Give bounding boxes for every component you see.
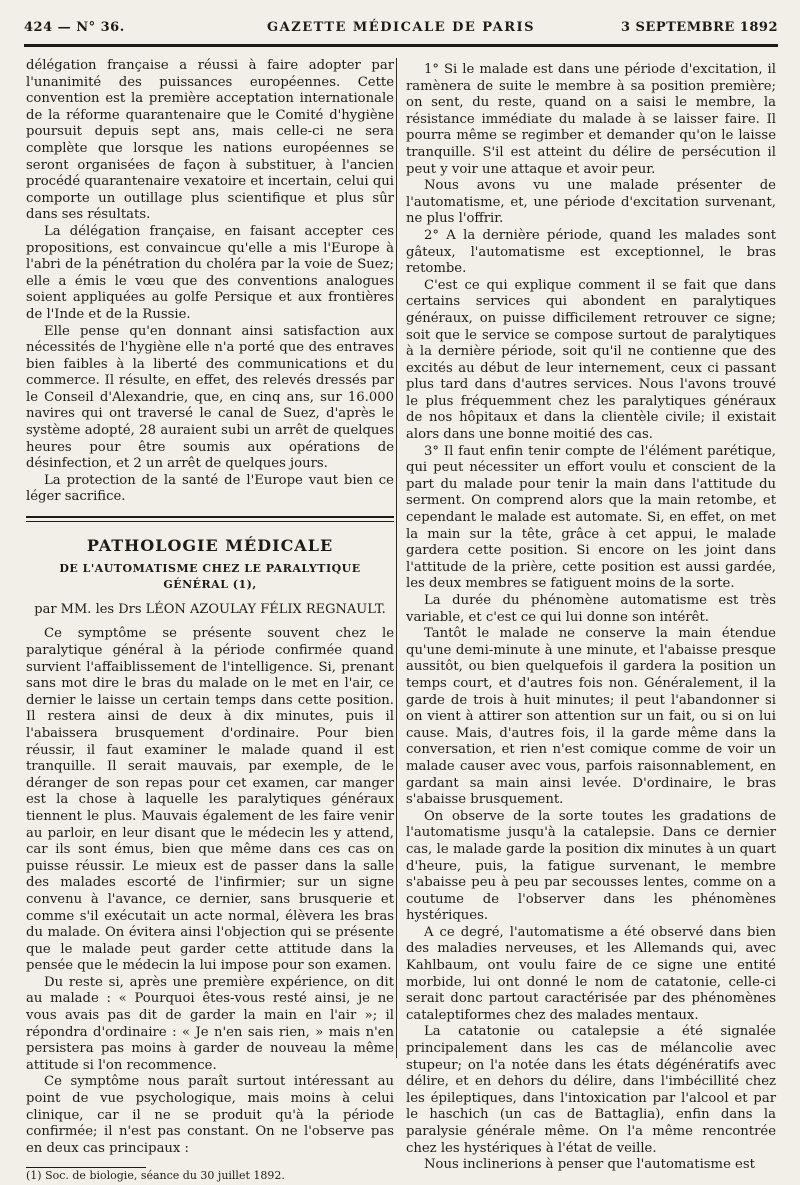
footnote: (1) Soc. de biologie, séance du 30 juillet 1892.	[26, 1169, 285, 1183]
paragraph: Tantôt le malade ne conserve la main étendue qu'une demi-minute à une minute, et l'abaisse presque aussitôt, ou bien quelquefois il gardera la position un temps court, et d'autres fois non. Généralement, il la garde de trois à huit minutes; il peut l'abandonner si on vient à attirer son attention sur un fait, ou si on lui cause. Mais, d'autres fois, il la garde même dans la conversation, et rien n'est comique comme de voir un malade causer avec vous, parfois raisonnablement, en gardant sa main ainsi levée. D'ordinaire, le bras s'abaisse brusquement.	[406, 626, 776, 808]
paragraph: La délégation française, en faisant accepter ces propositions, est convaincue qu'elle a mis l'Europe à l'abri de la pénétration du choléra par la voie de Suez; elle a émis le vœu que des conventions analogues soient appliquées au golfe Persique et aux frontières de l'Inde et de la Russie.	[26, 223, 394, 322]
right-column	[406, 62, 776, 1174]
column-divider	[396, 58, 397, 1058]
paragraph: C'est ce qui explique comment il se fait que dans certains services qui abondent en paralytiques généraux, on puisse difficilement retrouver ce signe; soit que le service se compose surtout de paralytiques à la dernière période, soit qu'il ne contienne que des excités au début de leur internement, ceux ci passant plus tard dans d'autres services. Nous l'avons trouvé le plus fréquemment chez les paralytiques généraux de nos hôpitaux et dans la clientèle civile; il existait alors dans une bonne moitié des cas.	[406, 277, 776, 443]
paragraph: On observe de la sorte toutes les gradations de l'automatisme jusqu'à la catalepsie. Dans ce dernier cas, le malade garde la position dix minutes à un quart d'heure, puis, la fatigue survenant, le membre s'abaisse peu à peu par secousses lentes, comme on a coutume de l'observer dans les phénomènes hystériques.	[406, 808, 776, 924]
paragraph: 1° Si le malade est dans une période d'excitation, il ramènera de suite le membre à sa position première; on sent, du reste, quand on a saisi le membre, la résistance immédiate du malade à se laisser faire. Il pourra même se regimber et demander qu'on le laisse tranquille. S'il est atteint du délire de persécution il peut y voir une attaque et avoir peur.	[406, 62, 776, 177]
paragraph: Nous avons vu une malade présenter de l'automatisme, et, une période d'excitation survenant, ne plus l'offrir.	[406, 178, 776, 227]
paragraph: La durée du phénomène automatisme est très variable, et c'est ce qui lui donne son intérêt.	[406, 593, 776, 625]
journal-title: GAZETTE MÉDICALE DE PARIS	[267, 20, 535, 35]
paragraph: Nous inclinerions à penser que l'automatisme est	[424, 1157, 755, 1173]
section-title: PATHOLOGIE MÉDICALE	[86, 536, 334, 556]
paragraph: Ce symptôme se présente souvent chez le paralytique général à la période confirmée quand survient l'affaiblissement de l'intelligence. Si, prenant sans mot dire le bras du malade on le met en l'air, ce dernier le laisse un certain temps dans cette position. Il restera ainsi de deux à dix minutes, puis il l'abaissera brusquement d'ordinaire. Pour bien réussir, il faut examiner le malade quand il est tranquille. Il serait mauvais, par exemple, de le déranger de son repas pour cet examen, car manger est la chose à laquelle les paralytiques généraux tiennent le plus. Mauvais également de les faire venir au parloir, en leur disant que le médecin les y attend, car ils sont émus, bien que même dans ces cas on puisse réussir. Le mieux est de passer dans la salle des malades escorté de l'infirmier; sur un signe convenu à l'avance, ce dernier, sans brusquerie et comme s'il exécutait un acte normal, élèvera les bras du malade. On évitera ainsi l'objection qui se présente que le malade peut garder cette attitude dans la pensée que le médecin la lui impose pour son examen.	[26, 626, 394, 974]
paragraph: A ce degré, l'automatisme a été observé dans bien des maladies nerveuses, et les Allemands qui, avec Kahlbaum, ont voulu faire de ce signe une entité morbide, lui ont donné le nom de catatonie, celle-ci serait donc partout caractérisée par des phénomènes cataleptiformes chez des malades mentaux.	[406, 924, 776, 1023]
paragraph: La protection de la santé de l'Europe vaut bien ce léger sacrifice.	[26, 472, 394, 505]
article-authors: par MM. les Drs LÉON AZOULAY FÉLIX REGNAULT.	[34, 601, 386, 617]
paragraph: délégation française a réussi à faire adopter par l'unanimité des puissances européennes. Cette convention est la première acceptation internationale de la réforme quarantenaire que le Comité d'hygiène poursuit depuis sept ans, mais celle-ci ne sera complète que lorsque les nations européennes se seront organisées de façon à substituer, à l'ancien procédé quarantenaire vexatoire et incertain, celui qui comporte un outillage plus scientifique et plus sûr dans ses résultats.	[26, 58, 394, 223]
paragraph: Elle pense qu'en donnant ainsi satisfaction aux nécessités de l'hygiène elle n'a porté que des entraves bien faibles à la liberté des communications et du commerce. Il résulte, en effet, des relevés dressés par le Conseil d'Alexandrie, que, en cinq ans, sur 16.000 navires qui ont traversé le canal de Suez, d'après le système adopté, 28 auraient subi un arrêt de quelques heures pour être soumis aux opérations de désinfection, et 2 un arrêt de quelques jours.	[26, 323, 394, 472]
paragraph: Du reste si, après une première expérience, on dit au malade : « Pourquoi êtes-vous resté ainsi, je ne vous avais pas dit de garder la main en l'air »; il répondra d'ordinaire : « Je n'en sais rien, » mais n'en persistera pas moins à garder de nouveau la même attitude si l'on recommence.	[26, 974, 394, 1073]
paragraph: 2° A la dernière période, quand les malades sont gâteux, l'automatisme est exceptionnel, le bras retombe.	[406, 227, 776, 277]
issue-date: 3 SEPTEMBRE 1892	[620, 20, 778, 35]
paragraph: La catatonie ou catalepsie a été signalée principalement dans les cas de mélancolie avec stupeur; on l'a notée dans les états dégénératifs avec délire, et en dehors du délire, dans l'imbécillité chez les épileptiques, dans l'intoxication par l'alcool et par le haschich (un cas de Battaglia), enfin dans la paralysie générale même. On l'a même rencontrée chez les hystériques à l'état de veille.	[406, 1024, 776, 1156]
page-header	[24, 18, 778, 47]
section-rule	[26, 516, 394, 522]
paragraph: Ce symptôme nous paraît surtout intéressant au point de vue psychologique, mais moins à celui clinique, car il ne se produit qu'à la période confirmée; il n'est pas constant. On ne l'observe pas en deux cas principaux :	[26, 1074, 394, 1156]
page-number: 424 — N° 36.	[24, 20, 125, 35]
article-subtitle: DE L'AUTOMATISME CHEZ LE PARALYTIQUE GÉNÉRAL (1),	[59, 561, 361, 592]
paragraph: 3° Il faut enfin tenir compte de l'élément parétique, qui peut nécessiter un effort voulu et conscient de la part du malade pour tenir la main dans l'attitude du serment. On comprend alors que la main retombe, et cependant le malade est automate. Si, en effet, on met la main sur la tête, grâce à cet appui, le malade gardera cette position. Si encore on les joint dans l'attitude de la prière, cette position est aussi gardée, les deux membres se fatiguent moins de la sorte.	[406, 443, 776, 592]
left-column	[26, 58, 394, 1185]
